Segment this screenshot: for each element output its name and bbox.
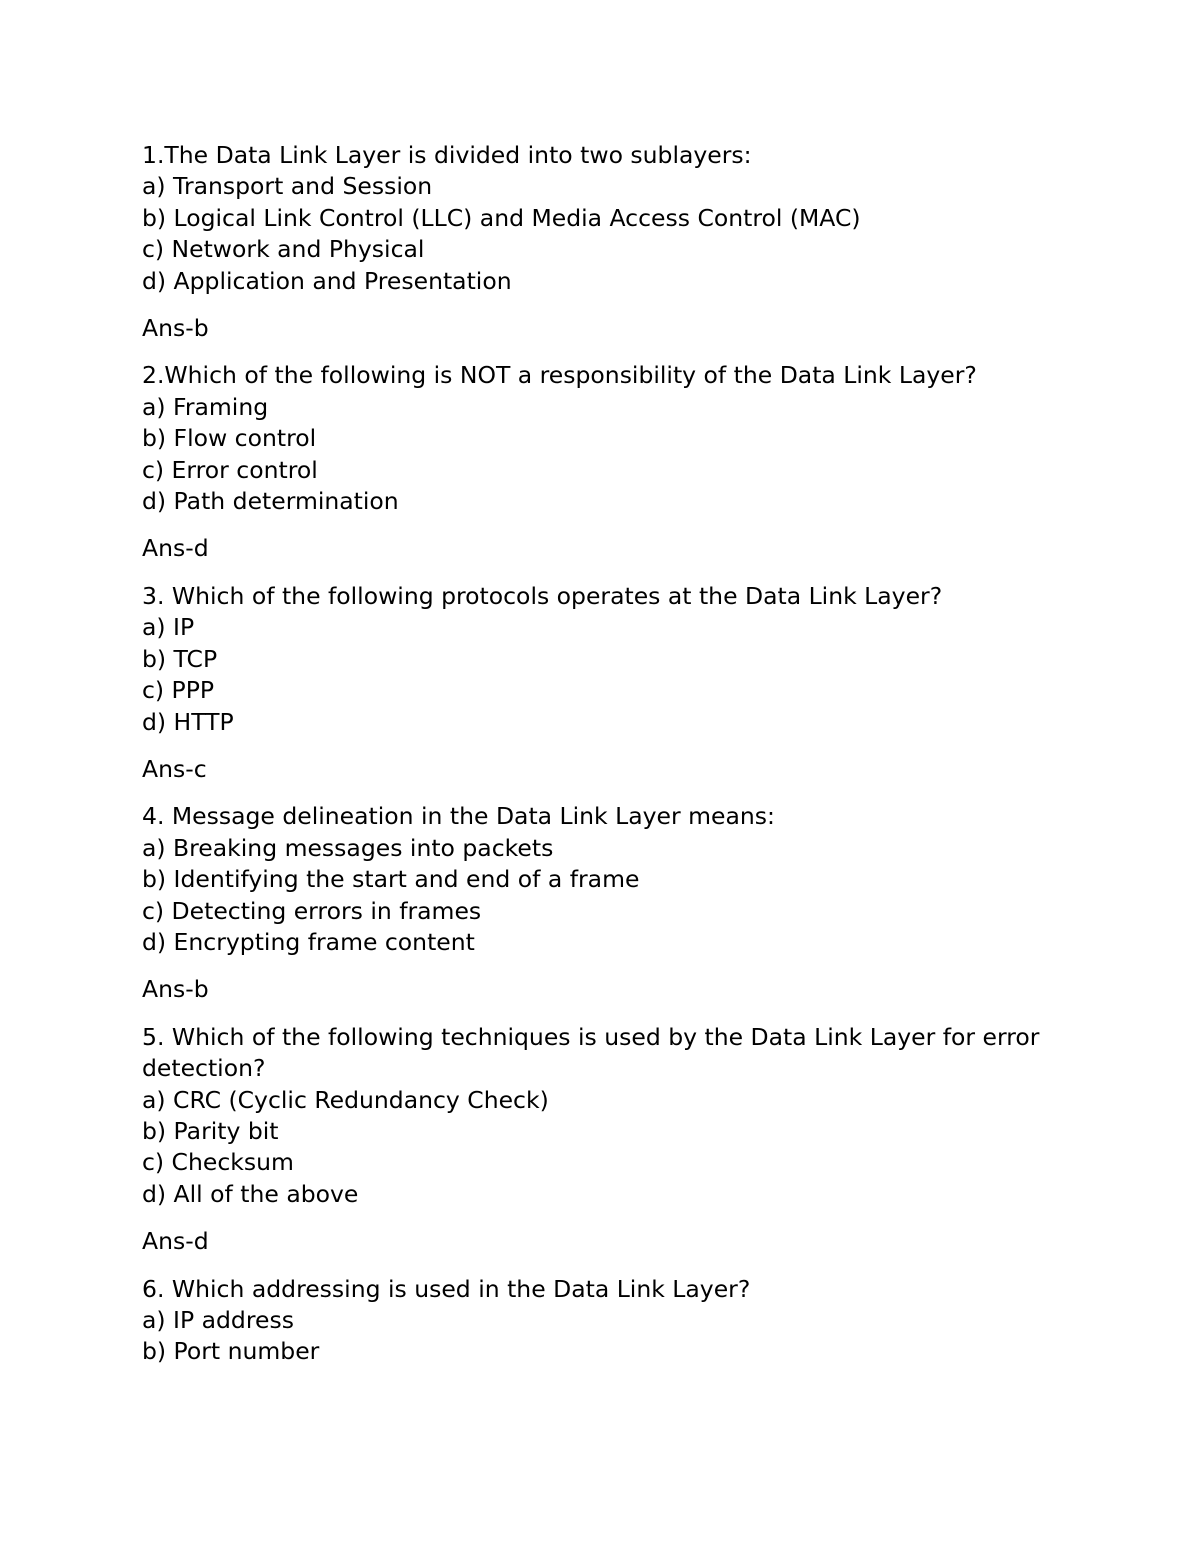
question-block bbox=[142, 1274, 1057, 1368]
question-text: 6. Which addressing is used in the Data Link Layer? bbox=[142, 1274, 751, 1303]
answer-option: b) Parity bit bbox=[142, 1116, 279, 1145]
question-block bbox=[142, 801, 1057, 1005]
answer-key: Ans-d bbox=[142, 1227, 209, 1256]
answer-option: c) Network and Physical bbox=[142, 235, 425, 264]
answer-option: c) Detecting errors in frames bbox=[142, 896, 482, 925]
answer-option: c) PPP bbox=[142, 676, 215, 705]
question-block bbox=[142, 140, 1057, 344]
answer-option: d) Encrypting frame content bbox=[142, 927, 475, 956]
answer-option: a) Transport and Session bbox=[142, 172, 433, 201]
answer-option: a) CRC (Cyclic Redundancy Check) bbox=[142, 1085, 549, 1114]
question-text: 3. Which of the following protocols operates at the Data Link Layer? bbox=[142, 581, 943, 610]
answer-option: c) Error control bbox=[142, 455, 318, 484]
answer-option: b) Identifying the start and end of a frame bbox=[142, 865, 640, 894]
answer-key: Ans-b bbox=[142, 975, 209, 1004]
question-block bbox=[142, 1022, 1057, 1258]
answer-option: d) HTTP bbox=[142, 707, 234, 736]
answer-option: d) All of the above bbox=[142, 1179, 359, 1208]
question-block bbox=[142, 360, 1057, 564]
question-text: 1.The Data Link Layer is divided into two sublayers: bbox=[142, 141, 752, 169]
question-text: 2.Which of the following is NOT a responsibility of the Data Link Layer? bbox=[142, 361, 977, 390]
answer-option: a) Framing bbox=[142, 392, 269, 421]
question-text: 4. Message delineation in the Data Link Layer means: bbox=[142, 802, 775, 831]
answer-key: Ans-d bbox=[142, 534, 209, 563]
answer-option: b) TCP bbox=[142, 644, 218, 673]
answer-option: a) Breaking messages into packets bbox=[142, 833, 554, 862]
answer-option: d) Path determination bbox=[142, 487, 399, 516]
answer-option: a) IP address bbox=[142, 1306, 294, 1334]
answer-option: b) Flow control bbox=[142, 424, 317, 453]
document-content bbox=[142, 140, 1057, 1368]
answer-option: c) Checksum bbox=[142, 1148, 294, 1177]
answer-key: Ans-b bbox=[142, 314, 209, 343]
question-text: 5. Which of the following techniques is used by the Data Link Layer for error detection? bbox=[142, 1022, 1040, 1083]
answer-option: b) Port number bbox=[142, 1337, 320, 1366]
answer-option: d) Application and Presentation bbox=[142, 266, 512, 295]
answer-option: b) Logical Link Control (LLC) and Media Access Control (MAC) bbox=[142, 203, 861, 232]
answer-key: Ans-c bbox=[142, 754, 207, 783]
answer-option: a) IP bbox=[142, 613, 195, 642]
question-block bbox=[142, 581, 1057, 785]
